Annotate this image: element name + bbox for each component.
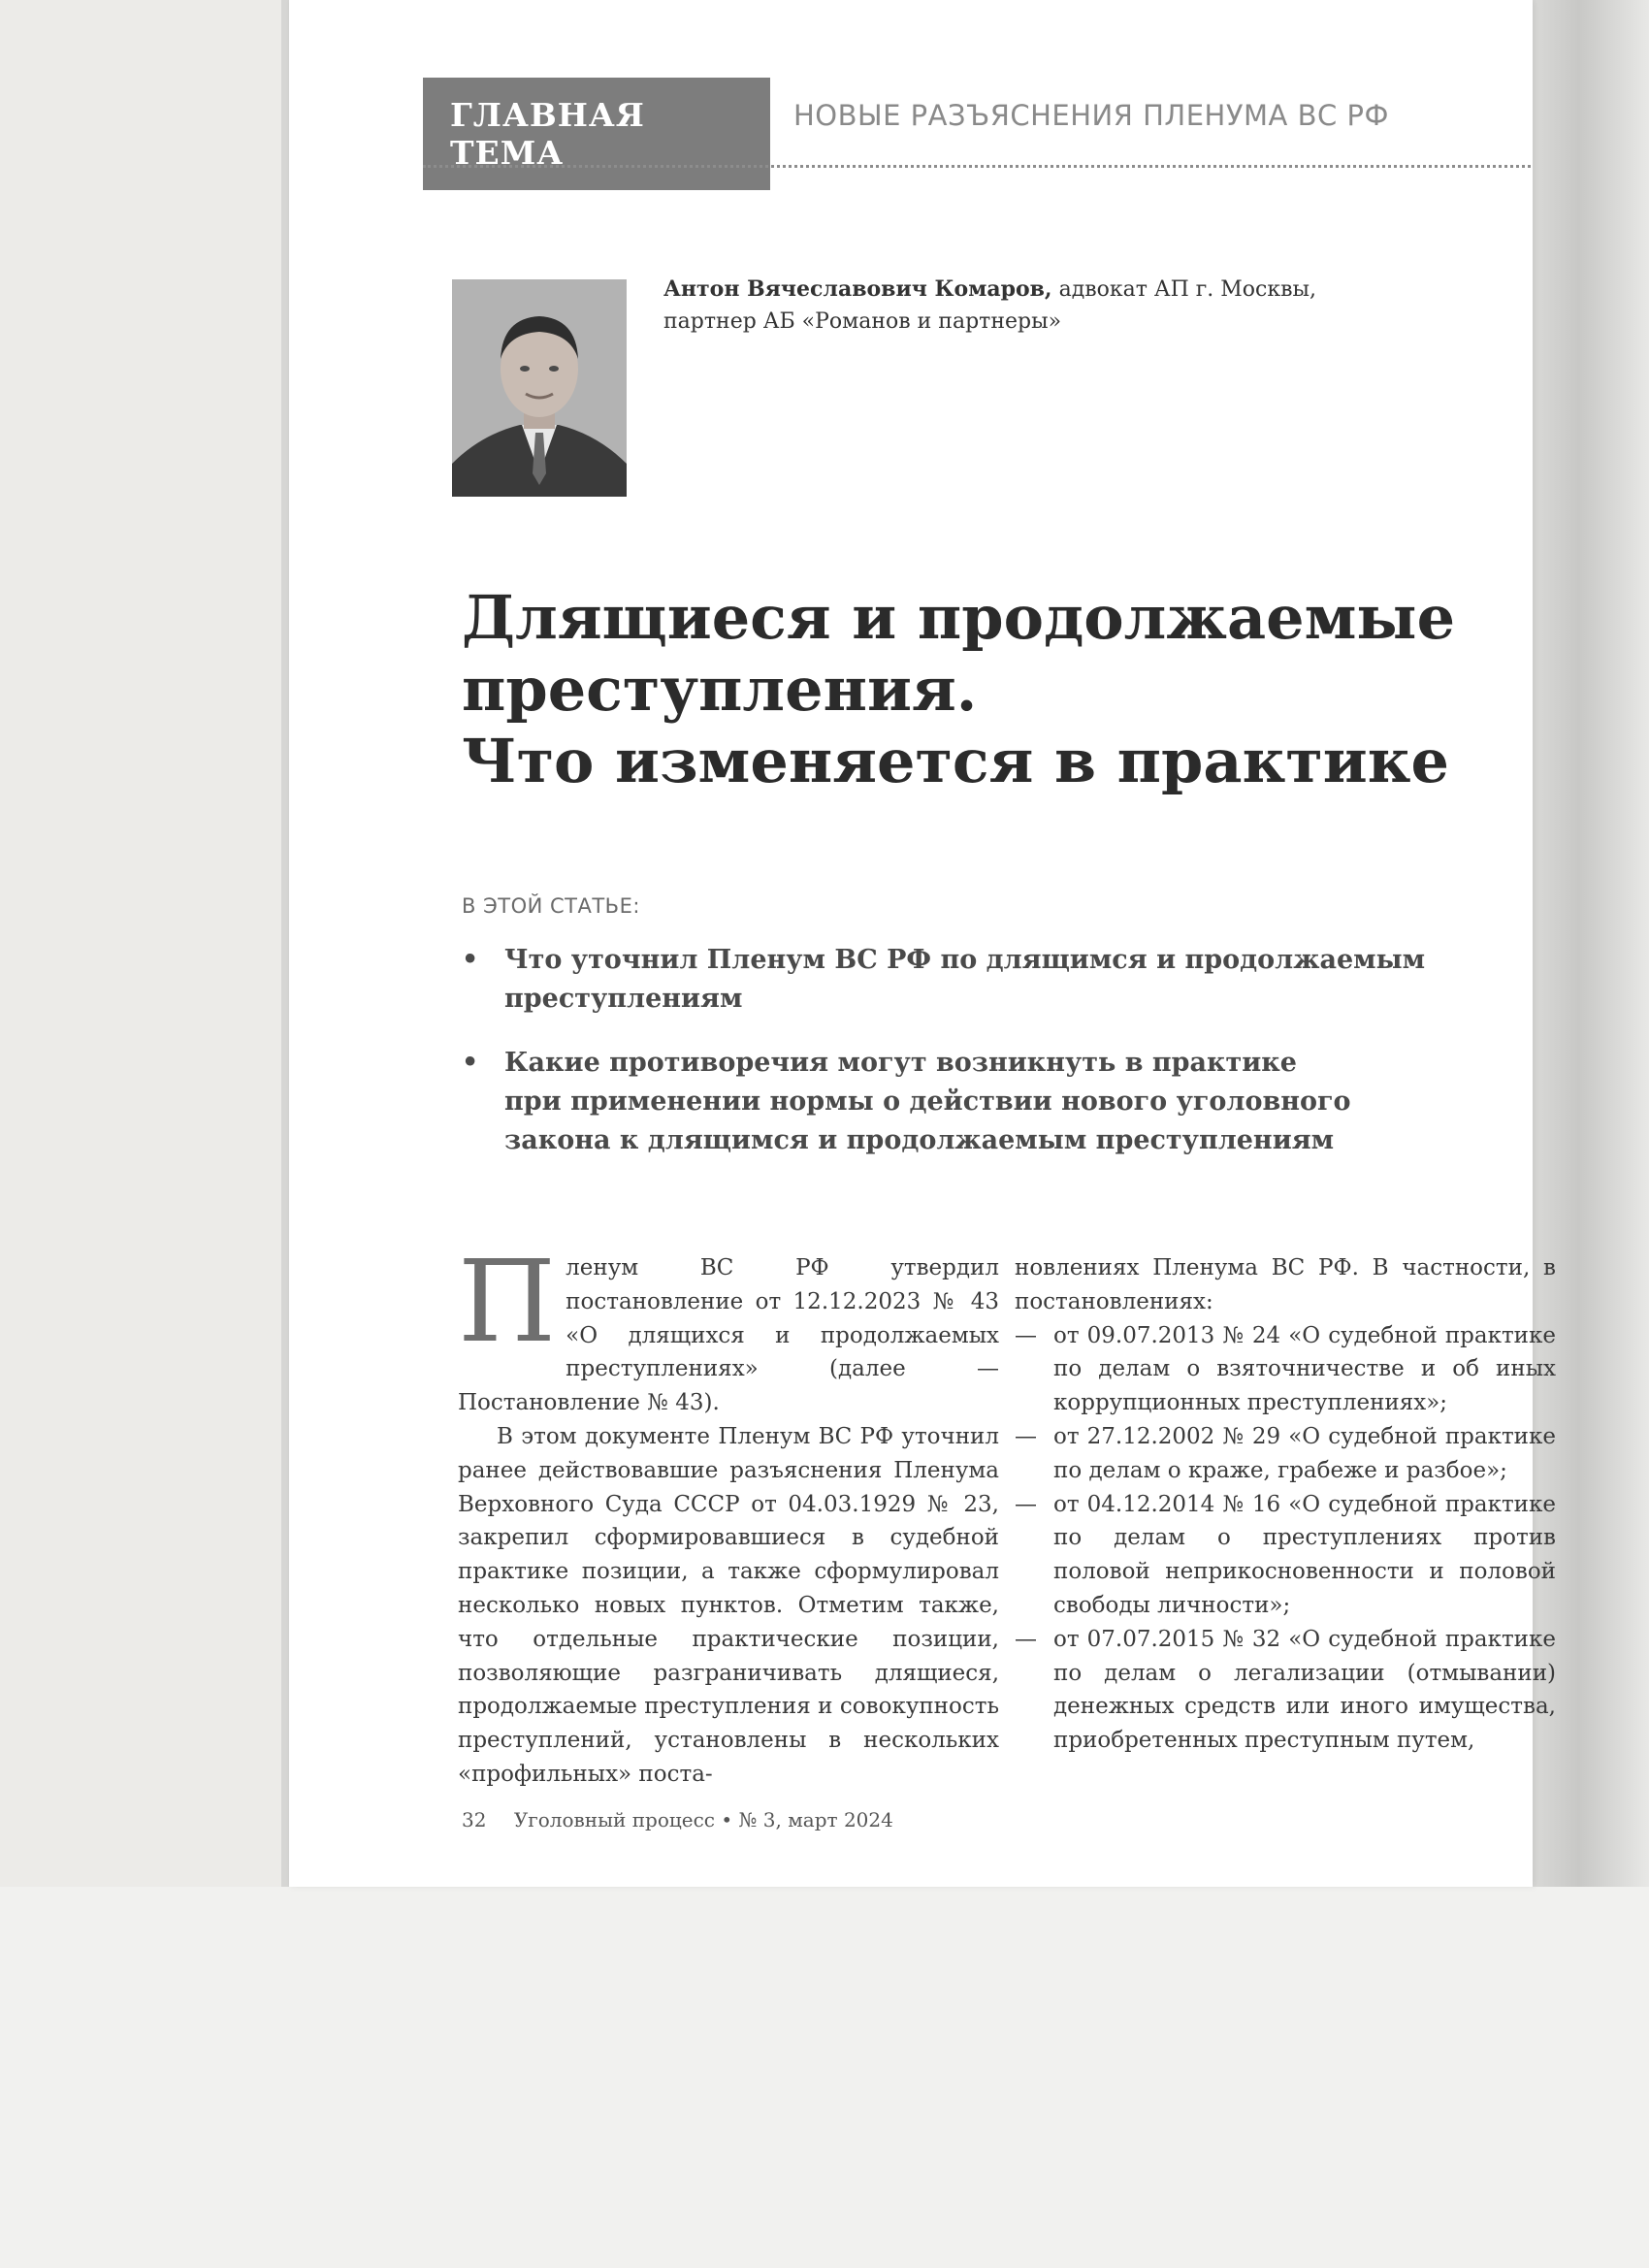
- in-article-label: В ЭТОЙ СТАТЬЕ:: [462, 894, 640, 918]
- author-position-2: партнер АБ «Романов и партнеры»: [663, 309, 1062, 334]
- in-article-item-line: Что уточнил Пленум ВС РФ по длящимся и продолжаемым: [504, 945, 1426, 975]
- resolutions-list: [1015, 1319, 1556, 1758]
- theme-subtitle: НОВЫЕ РАЗЪЯСНЕНИЯ ПЛЕНУМА ВС РФ: [793, 99, 1389, 132]
- title-line-2: преступления.: [462, 654, 978, 725]
- publication-info: Уголовный процесс • № 3, март 2024: [513, 1808, 893, 1831]
- dropcap: П: [458, 1237, 557, 1368]
- theme-label: ГЛАВНАЯ ТЕМА: [423, 78, 770, 190]
- list-item-text: от 09.07.2013 № 24 «О судебной практике по делам о взяточничестве и об иных коррупционных преступлениях»;: [1053, 1322, 1556, 1416]
- body-paragraph-2: В этом документе Пленум ВС РФ уточнил ранее действовавшие разъяснения Пленума Верховного Суда СССР от 04.03.1929 № 23, закрепил сформировавшиеся в судебной практике позиции, а также сформулировал несколько новых пунктов. Отметим также, что отдельные практические позиции, позволяющие разграничивать длящиеся, продолжаемые преступления и совокупность преступлений, установлены в нескольких «профильных» поста-: [458, 1423, 999, 1787]
- author-name: Антон Вячеславович Комаров,: [663, 276, 1052, 302]
- author-photo: [452, 279, 627, 497]
- in-article-item: [462, 1044, 1432, 1160]
- in-article-item-line: преступлениям: [504, 984, 743, 1014]
- author-position-1: адвокат АП г. Москвы,: [1058, 277, 1316, 302]
- in-article-item-line: закона к длящимся и продолжаемым преступлениям: [504, 1125, 1335, 1155]
- scan-background-bottom: [0, 1887, 1649, 2268]
- list-item: [1015, 1420, 1556, 1488]
- dash-icon: —: [1015, 1626, 1037, 1652]
- magazine-page: [289, 0, 1556, 1887]
- page-number: 32: [462, 1808, 487, 1831]
- in-article-list: [462, 941, 1432, 1185]
- author-info: [663, 274, 1362, 338]
- scan-background-left: [0, 0, 291, 1887]
- body-right-intro: новлениях Пленума ВС РФ. В частности, в постановлениях:: [1015, 1255, 1556, 1314]
- page-footer: [462, 1808, 893, 1831]
- title-line-1: Длящиеся и продолжаемые: [462, 582, 1456, 653]
- bullet-icon: •: [462, 945, 479, 975]
- bullet-icon: •: [462, 1048, 479, 1078]
- body-paragraph-1: ленум ВС РФ утвердил постановление от 12.12.2023 № 43 «О длящихся и продолжаемых преступлениях» (далее — Постановление № 43).: [458, 1255, 999, 1416]
- dash-icon: —: [1015, 1423, 1037, 1449]
- dash-icon: —: [1015, 1491, 1037, 1517]
- list-item: [1015, 1319, 1556, 1420]
- list-item-text: от 04.12.2014 № 16 «О судебной практике по делам о преступлениях против половой неприкосновенности и половой свободы личности»;: [1053, 1491, 1556, 1618]
- list-item: [1015, 1623, 1556, 1758]
- title-line-3: Что изменяется в практике: [462, 726, 1449, 796]
- in-article-item: [462, 941, 1432, 1019]
- in-article-item-line: Какие противоречия могут возникнуть в практике: [504, 1048, 1297, 1078]
- body-column-left: [458, 1237, 999, 1792]
- article-title: [462, 582, 1490, 797]
- list-item: [1015, 1488, 1556, 1623]
- list-item-text: от 07.07.2015 № 32 «О судебной практике по делам о легализации (отмывании) денежных средств или иного имущества, приобретенных преступным путем,: [1053, 1626, 1556, 1754]
- body-column-right: [1015, 1251, 1556, 1758]
- list-item-text: от 27.12.2002 № 29 «О судебной практике по делам о краже, грабеже и разбое»;: [1053, 1423, 1556, 1483]
- dash-icon: —: [1015, 1322, 1037, 1348]
- in-article-item-line: при применении нормы о действии нового уголовного: [504, 1086, 1351, 1117]
- header-dotted-rule: [423, 165, 1531, 168]
